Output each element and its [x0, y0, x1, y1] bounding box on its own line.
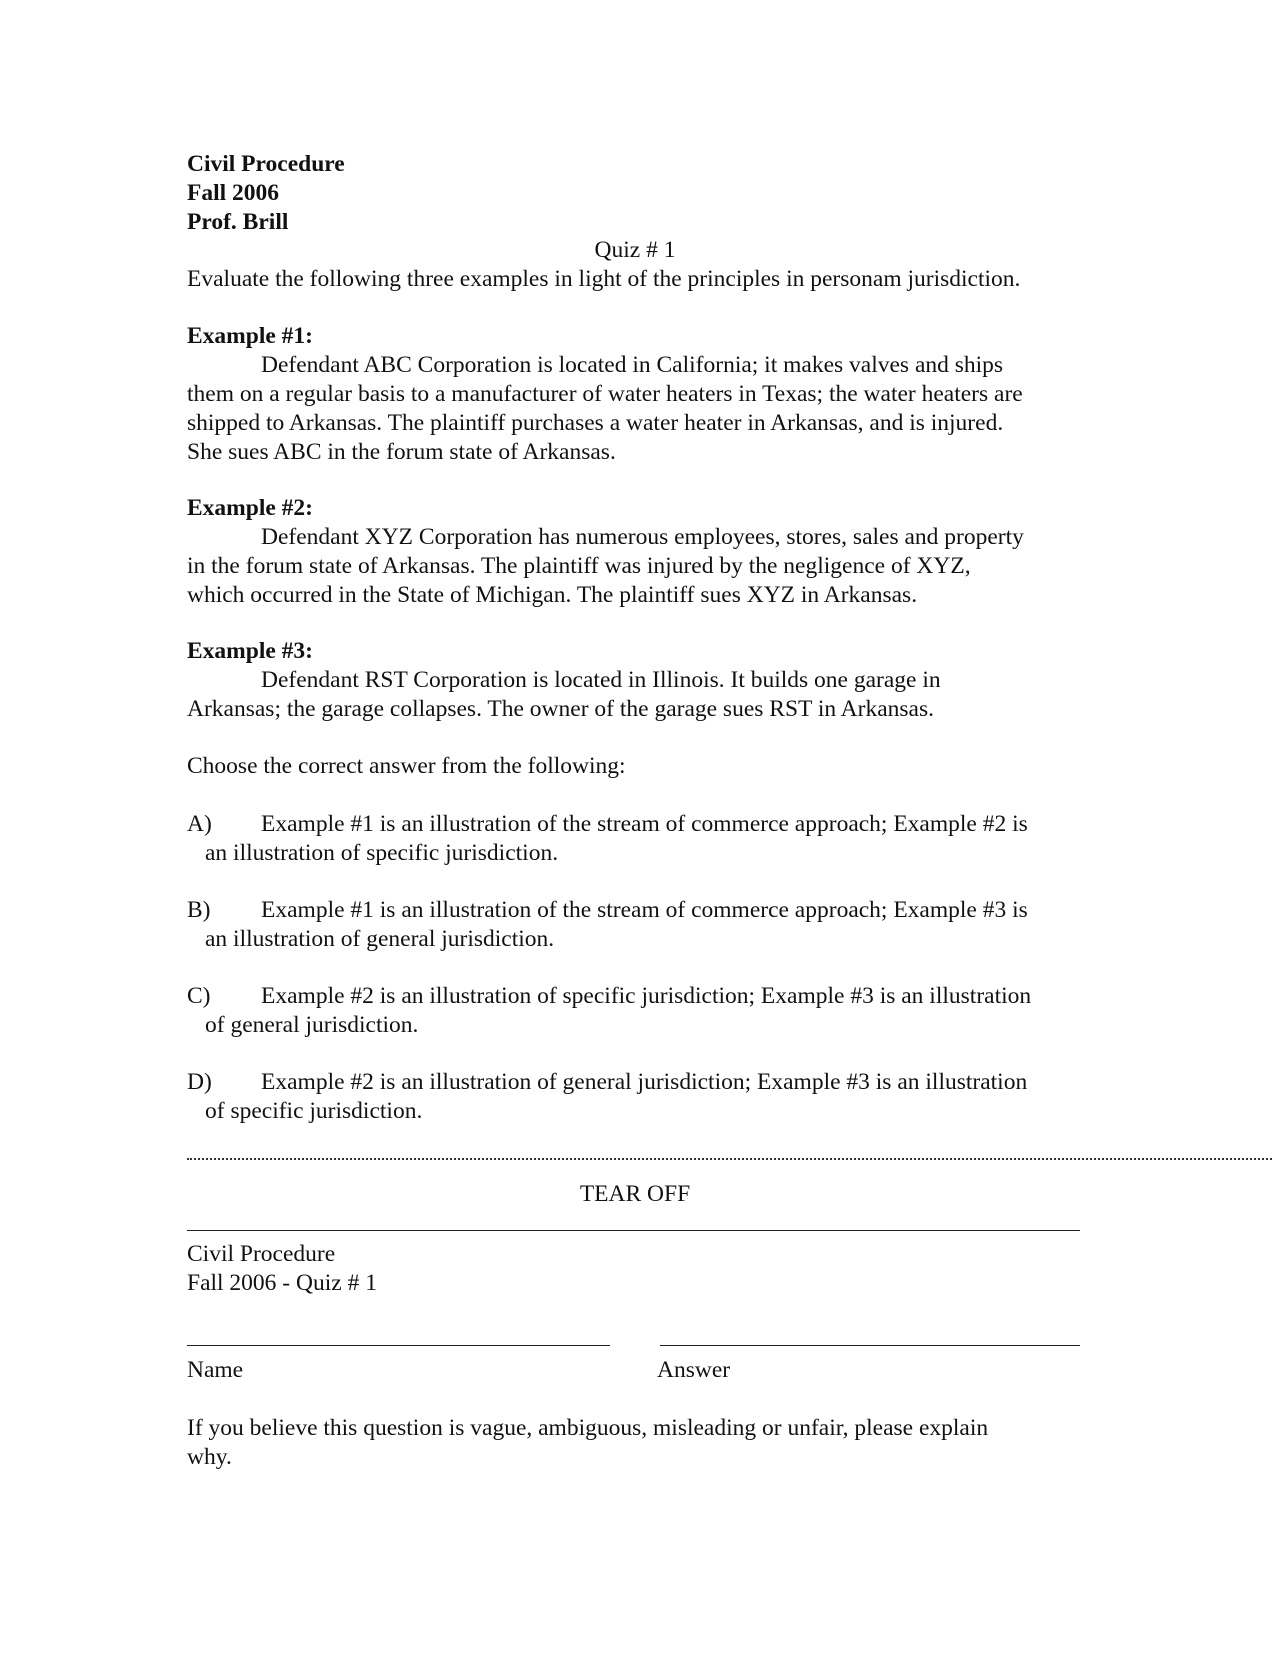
example-3-line: Defendant RST Corporation is located in Illinois. It builds one garage in	[261, 667, 941, 693]
tear-off-divider	[187, 1230, 1080, 1231]
example-1-line: shipped to Arkansas. The plaintiff purchases a water heater in Arkansas, and is injured.	[187, 410, 1004, 436]
choose-prompt: Choose the correct answer from the following:	[187, 753, 626, 779]
option-letter: A)	[187, 811, 212, 837]
course-title: Civil Procedure	[187, 151, 345, 177]
example-2-heading: Example #2:	[187, 495, 313, 521]
professor: Prof. Brill	[187, 209, 289, 235]
option-c	[187, 982, 1087, 1040]
tear-off-label: TEAR OFF	[579, 1181, 691, 1207]
example-3-line: Arkansas; the garage collapses. The owner of the garage sues RST in Arkansas.	[187, 696, 935, 722]
name-field-line[interactable]	[187, 1345, 610, 1346]
option-letter: B)	[187, 897, 211, 923]
example-3-body	[187, 666, 1087, 724]
option-text: Example #1 is an illustration of the stream of commerce approach; Example #3 is	[261, 897, 1028, 923]
option-text: of specific jurisdiction.	[205, 1098, 423, 1124]
option-text: an illustration of general jurisdiction.	[205, 926, 555, 952]
option-text: an illustration of specific jurisdiction.	[205, 840, 559, 866]
option-text: Example #2 is an illustration of specific jurisdiction; Example #3 is an illustration	[261, 983, 1032, 1009]
example-2-line: which occurred in the State of Michigan. The plaintiff sues XYZ in Arkansas.	[187, 582, 918, 608]
answer-field-line[interactable]	[660, 1345, 1080, 1346]
option-d	[187, 1068, 1087, 1126]
option-a	[187, 810, 1087, 868]
example-1-line: Defendant ABC Corporation is located in California; it makes valves and ships	[261, 352, 1004, 378]
example-2-body	[187, 523, 1087, 610]
feedback-line: If you believe this question is vague, ambiguous, misleading or unfair, please explain	[187, 1415, 989, 1441]
option-letter: D)	[187, 1069, 212, 1095]
option-text: Example #1 is an illustration of the stream of commerce approach; Example #2 is	[261, 811, 1028, 837]
tear-off-course: Civil Procedure	[187, 1241, 336, 1267]
example-1-heading: Example #1:	[187, 323, 313, 349]
name-label: Name	[187, 1357, 244, 1383]
term: Fall 2006	[187, 180, 280, 206]
option-text: of general jurisdiction.	[205, 1012, 419, 1038]
example-1-line: She sues ABC in the forum state of Arkansas.	[187, 439, 616, 465]
example-2-line: in the forum state of Arkansas. The plaintiff was injured by the negligence of XYZ,	[187, 553, 971, 579]
instructions: Evaluate the following three examples in light of the principles in personam jurisdiction.	[187, 266, 1021, 292]
feedback-line: why.	[187, 1444, 232, 1470]
tear-off-dotted-line	[187, 1158, 1272, 1160]
tear-off-term-quiz: Fall 2006 - Quiz # 1	[187, 1270, 377, 1296]
option-text: Example #2 is an illustration of general jurisdiction; Example #3 is an illustration	[261, 1069, 1028, 1095]
option-b	[187, 896, 1087, 954]
quiz-title: Quiz # 1	[594, 237, 676, 263]
answer-label: Answer	[657, 1357, 731, 1383]
example-2-line: Defendant XYZ Corporation has numerous employees, stores, sales and property	[261, 524, 1024, 550]
option-letter: C)	[187, 983, 211, 1009]
example-1-line: them on a regular basis to a manufacturer of water heaters in Texas; the water heaters are	[187, 381, 1023, 407]
example-3-heading: Example #3:	[187, 638, 313, 664]
example-1-body	[187, 351, 1087, 467]
